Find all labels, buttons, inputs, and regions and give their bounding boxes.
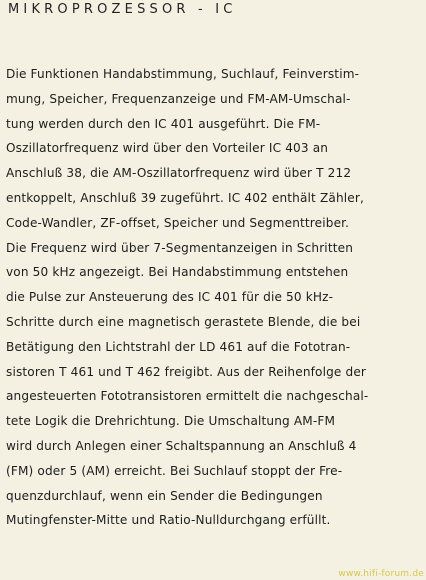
text-line-8: Die Frequenz wird über 7-Segmentanzeigen in Schritten	[6, 240, 354, 255]
text-line-6: entkoppelt, Anschluß 39 zugeführt. IC 402 enthält Zähler,	[6, 190, 364, 205]
text-line-15: tete Logik die Drehrichtung. Die Umschaltung AM-FM	[6, 414, 336, 429]
text-line-12: Betätigung den Lichtstrahl der LD 461 auf die Fototran-	[6, 339, 351, 354]
body-paragraph	[6, 62, 422, 533]
text-line-5: Anschluß 38, die AM-Oszillatorfrequenz wird über T 212	[6, 166, 352, 181]
text-line-11: Schritte durch eine magnetisch gerastete Blende, die bei	[6, 314, 361, 329]
text-line-10: die Pulse zur Ansteuerung des IC 401 für die 50 kHz-	[6, 290, 334, 305]
text-line-2: mung, Speicher, Frequenzanzeige und FM-AM-Umschal-	[6, 91, 351, 106]
watermark: www.hifi-forum.de	[338, 569, 424, 579]
page-title: MIKROPROZESSOR - IC	[8, 2, 237, 17]
text-line-9: von 50 kHz angezeigt. Bei Handabstimmung entstehen	[6, 265, 349, 280]
text-line-16: wird durch Anlegen einer Schaltspannung an Anschluß 4	[6, 438, 357, 453]
text-line-3: tung werden durch den IC 401 ausgeführt. Die FM-	[6, 116, 321, 131]
text-line-4: Oszillatorfrequenz wird über den Vorteiler IC 403 an	[6, 141, 329, 156]
text-line-7: Code-Wandler, ZF-offset, Speicher und Segmenttreiber.	[6, 215, 350, 230]
text-line-17: (FM) oder 5 (AM) erreicht. Bei Suchlauf stoppt der Fre-	[6, 463, 343, 478]
text-line-1: Die Funktionen Handabstimmung, Suchlauf, Feinverstim-	[6, 67, 360, 81]
text-line-13: sistoren T 461 und T 462 freigibt. Aus der Reihenfolge der	[6, 364, 367, 379]
text-line-14: angesteuerten Fototransistoren ermittelt die nachgeschal-	[6, 389, 369, 404]
text-line-18: quenzdurchlauf, wenn ein Sender die Bedingungen	[6, 488, 323, 503]
text-line-19: Mutingfenster-Mitte und Ratio-Nulldurchgang erfüllt.	[6, 513, 331, 528]
